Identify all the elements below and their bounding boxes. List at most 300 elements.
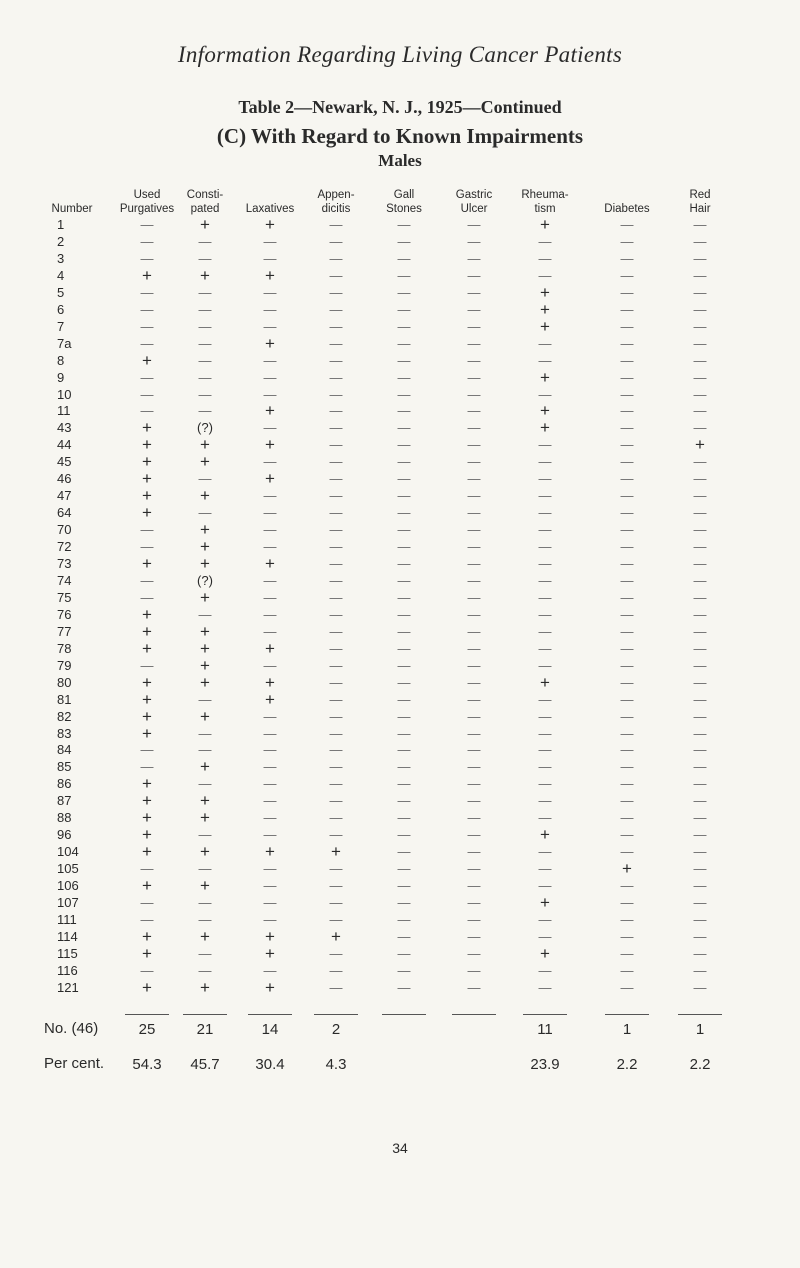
dash-mark: — xyxy=(620,895,634,910)
table-row xyxy=(0,606,800,623)
dash-mark: — xyxy=(329,810,343,826)
dash-mark: — xyxy=(140,962,154,978)
dash-mark: — xyxy=(397,437,411,453)
dash-mark: — xyxy=(693,742,707,758)
table-row xyxy=(0,284,800,301)
plus-mark: + xyxy=(265,689,275,709)
dash-mark: — xyxy=(397,606,411,622)
row-number: 111 xyxy=(57,911,77,927)
dash-mark: — xyxy=(329,657,343,673)
plus-mark: + xyxy=(142,604,152,624)
row-number: 11 xyxy=(57,403,71,419)
dash-mark: — xyxy=(397,657,411,673)
dash-mark: — xyxy=(620,250,634,266)
total-rule xyxy=(605,1014,649,1015)
dash-mark: — xyxy=(693,233,707,249)
plus-mark: + xyxy=(142,876,152,896)
plus-mark: + xyxy=(540,418,550,438)
table-row xyxy=(0,267,800,284)
dash-mark: — xyxy=(263,827,277,843)
dash-mark: — xyxy=(198,369,212,385)
dash-mark: — xyxy=(620,928,634,944)
plus-mark: + xyxy=(540,825,550,845)
dash-mark: — xyxy=(397,301,411,317)
dash-mark: — xyxy=(140,742,154,758)
dash-mark: — xyxy=(467,623,481,639)
dash-mark: — xyxy=(329,895,343,910)
dash-mark: — xyxy=(263,911,277,927)
dash-mark: — xyxy=(693,640,707,656)
dash-mark: — xyxy=(620,945,634,961)
dash-mark: — xyxy=(140,657,154,673)
dash-mark: — xyxy=(397,471,411,487)
dash-mark: — xyxy=(467,556,481,571)
dash-mark: — xyxy=(263,606,277,622)
dash-mark: — xyxy=(263,861,277,877)
dash-mark: — xyxy=(140,522,154,538)
dash-mark: — xyxy=(329,369,343,385)
dash-mark: — xyxy=(620,318,634,334)
dash-mark: — xyxy=(329,217,343,232)
plus-mark: + xyxy=(265,943,275,963)
dash-mark: — xyxy=(693,217,707,232)
plus-mark: + xyxy=(200,621,210,641)
column-header: Used Purgatives xyxy=(119,189,175,215)
dash-mark: — xyxy=(140,284,154,300)
dash-mark: — xyxy=(538,505,552,521)
dash-mark: — xyxy=(620,267,634,283)
column-header: Red Hair xyxy=(689,189,711,215)
dash-mark: — xyxy=(198,386,212,402)
dash-mark: — xyxy=(198,403,212,419)
dash-mark: — xyxy=(693,691,707,707)
dash-mark: — xyxy=(620,776,634,792)
table-row xyxy=(0,911,800,928)
dash-mark: — xyxy=(538,250,552,266)
dash-mark: — xyxy=(538,539,552,555)
plus-mark: + xyxy=(331,842,341,862)
column-header: Laxatives xyxy=(245,203,295,215)
dash-mark: — xyxy=(693,386,707,402)
totals-label: No. (46) xyxy=(44,1020,99,1037)
dash-mark: — xyxy=(693,725,707,741)
dash-mark: — xyxy=(397,725,411,741)
dash-mark: — xyxy=(329,878,343,894)
dash-mark: — xyxy=(467,742,481,758)
dash-mark: — xyxy=(620,911,634,927)
row-number: 1 xyxy=(57,217,65,232)
dash-mark: — xyxy=(693,488,707,504)
dash-mark: — xyxy=(693,454,707,470)
dash-mark: — xyxy=(467,437,481,453)
dash-mark: — xyxy=(263,776,277,792)
table-row xyxy=(0,335,800,352)
dash-mark: — xyxy=(693,945,707,961)
dash-mark: — xyxy=(397,708,411,724)
dash-mark: — xyxy=(329,539,343,555)
dash-mark: — xyxy=(538,861,552,877)
dash-mark: — xyxy=(467,895,481,910)
row-number: 105 xyxy=(57,861,79,877)
dash-mark: — xyxy=(538,522,552,538)
dash-mark: — xyxy=(693,928,707,944)
dash-mark: — xyxy=(467,640,481,656)
dash-mark: — xyxy=(329,793,343,809)
table-row xyxy=(0,572,800,589)
dash-mark: — xyxy=(198,284,212,300)
table-row xyxy=(0,674,800,691)
dash-mark: — xyxy=(329,962,343,978)
table-row xyxy=(0,877,800,894)
dash-mark: — xyxy=(397,318,411,334)
table-row xyxy=(0,521,800,538)
dash-mark: — xyxy=(329,352,343,368)
dash-mark: — xyxy=(467,335,481,351)
table-row xyxy=(0,843,800,860)
dash-mark: — xyxy=(397,979,411,995)
dash-mark: — xyxy=(467,403,481,419)
dash-mark: — xyxy=(263,284,277,300)
plus-mark: + xyxy=(695,435,705,455)
plus-mark: + xyxy=(200,452,210,472)
dash-mark: — xyxy=(693,589,707,605)
dash-mark: — xyxy=(140,217,154,232)
dash-mark: — xyxy=(397,284,411,300)
percent-value: 23.9 xyxy=(530,1056,560,1073)
plus-mark: + xyxy=(200,876,210,896)
row-number: 46 xyxy=(57,471,72,487)
table-row xyxy=(0,691,800,708)
row-number: 84 xyxy=(57,742,72,758)
dash-mark: — xyxy=(329,556,343,571)
dash-mark: — xyxy=(620,725,634,741)
dash-mark: — xyxy=(329,572,343,588)
plus-mark: + xyxy=(200,672,210,692)
dash-mark: — xyxy=(467,606,481,622)
total-rule xyxy=(183,1014,227,1015)
row-number: 83 xyxy=(57,725,72,741)
percent-value: 30.4 xyxy=(255,1056,285,1073)
plus-mark: + xyxy=(622,859,632,879)
table-row xyxy=(0,250,800,267)
dash-mark: — xyxy=(329,589,343,605)
row-number: 116 xyxy=(57,962,78,978)
dash-mark: — xyxy=(538,488,552,504)
dash-mark: — xyxy=(693,759,707,775)
dash-mark: — xyxy=(620,301,634,317)
dash-mark: — xyxy=(693,539,707,555)
plus-mark: + xyxy=(540,672,550,692)
dash-mark: — xyxy=(693,827,707,843)
dash-mark: — xyxy=(620,606,634,622)
table-row xyxy=(0,741,800,758)
plus-mark: + xyxy=(540,893,550,912)
dash-mark: — xyxy=(397,895,411,910)
row-number: 81 xyxy=(57,691,72,707)
dash-mark: — xyxy=(620,640,634,656)
dash-mark: — xyxy=(140,335,154,351)
dash-mark: — xyxy=(263,250,277,266)
dash-mark: — xyxy=(693,284,707,300)
dash-mark: — xyxy=(397,691,411,707)
table-row xyxy=(0,402,800,419)
plus-mark: + xyxy=(540,215,550,234)
dash-mark: — xyxy=(198,318,212,334)
table-row xyxy=(0,623,800,640)
dash-mark: — xyxy=(397,386,411,402)
dash-mark: — xyxy=(397,233,411,249)
row-number: 45 xyxy=(57,454,72,470)
table-row xyxy=(0,775,800,792)
dash-mark: — xyxy=(397,420,411,436)
dash-mark: — xyxy=(467,674,481,690)
dash-mark: — xyxy=(263,386,277,402)
row-number: 3 xyxy=(57,250,65,266)
dash-mark: — xyxy=(693,318,707,334)
total-rule xyxy=(523,1014,567,1015)
table-row xyxy=(0,758,800,775)
row-number: 96 xyxy=(57,827,72,843)
dash-mark: — xyxy=(467,827,481,843)
dash-mark: — xyxy=(693,623,707,639)
dash-mark: — xyxy=(467,810,481,826)
table-row xyxy=(0,318,800,335)
table-row xyxy=(0,725,800,742)
dash-mark: — xyxy=(467,572,481,588)
dash-mark: — xyxy=(140,301,154,317)
plus-mark: + xyxy=(265,977,275,997)
row-number: 9 xyxy=(57,369,65,385)
dash-mark: — xyxy=(329,945,343,961)
row-number: 47 xyxy=(57,488,72,504)
percent-value: 4.3 xyxy=(325,1056,347,1073)
dash-mark: — xyxy=(198,352,212,368)
table-row xyxy=(0,453,800,470)
plus-mark: + xyxy=(142,265,152,285)
table-row xyxy=(0,555,800,572)
table-row xyxy=(0,589,800,606)
dash-mark: — xyxy=(198,742,212,758)
dash-mark: — xyxy=(620,505,634,521)
dash-mark: — xyxy=(263,454,277,470)
dash-mark: — xyxy=(538,623,552,639)
dash-mark: — xyxy=(397,793,411,809)
percent-value: 54.3 xyxy=(132,1056,162,1073)
row-number: 87 xyxy=(57,793,72,809)
row-number: 82 xyxy=(57,708,72,724)
dash-mark: — xyxy=(467,945,481,961)
table-row xyxy=(0,826,800,843)
column-header: Gastric Ulcer xyxy=(455,189,493,215)
dash-mark: — xyxy=(538,725,552,741)
row-number: 107 xyxy=(57,895,79,910)
dash-mark: — xyxy=(620,742,634,758)
dash-mark: — xyxy=(397,861,411,877)
dash-mark: — xyxy=(198,895,212,910)
dash-mark: — xyxy=(467,861,481,877)
dash-mark: — xyxy=(467,318,481,334)
dash-mark: — xyxy=(263,539,277,555)
dash-mark: — xyxy=(329,454,343,470)
row-number: 7a xyxy=(57,335,72,351)
table-row xyxy=(0,809,800,826)
row-number: 43 xyxy=(57,420,72,436)
dash-mark: — xyxy=(620,437,634,453)
dash-mark: — xyxy=(329,233,343,249)
total-rule xyxy=(382,1014,426,1015)
plus-mark: + xyxy=(142,926,152,946)
row-number: 114 xyxy=(57,928,78,944)
dash-mark: — xyxy=(329,335,343,351)
dash-mark: — xyxy=(263,318,277,334)
dash-mark: — xyxy=(263,708,277,724)
dash-mark: — xyxy=(467,979,481,995)
percent-value: 2.2 xyxy=(616,1056,638,1073)
dash-mark: — xyxy=(198,945,212,961)
plus-mark: + xyxy=(200,587,210,607)
dash-mark: — xyxy=(620,539,634,555)
plus-mark: + xyxy=(200,486,210,506)
dash-mark: — xyxy=(620,674,634,690)
plus-mark: + xyxy=(265,215,275,234)
section-title: (C) With Regard to Known Impairments xyxy=(216,124,584,148)
dash-mark: — xyxy=(397,844,411,860)
row-number: 10 xyxy=(57,386,72,402)
row-number: 86 xyxy=(57,776,72,792)
dash-mark: — xyxy=(620,420,634,436)
table-row xyxy=(0,233,800,250)
dash-mark: — xyxy=(140,911,154,927)
dash-mark: — xyxy=(467,708,481,724)
dash-mark: — xyxy=(467,793,481,809)
dash-mark: — xyxy=(263,962,277,978)
row-number: 85 xyxy=(57,759,72,775)
plus-mark: + xyxy=(265,401,275,421)
dash-mark: — xyxy=(467,284,481,300)
row-number: 2 xyxy=(57,233,65,249)
dash-mark: — xyxy=(620,810,634,826)
dash-mark: — xyxy=(538,352,552,368)
dash-mark: — xyxy=(198,505,212,521)
dash-mark: — xyxy=(620,233,634,249)
plus-mark: + xyxy=(200,791,210,811)
dash-mark: — xyxy=(329,708,343,724)
dash-mark: — xyxy=(329,437,343,453)
row-number: 73 xyxy=(57,556,72,571)
dash-mark: — xyxy=(397,403,411,419)
plus-mark: + xyxy=(265,469,275,489)
plus-mark: + xyxy=(142,842,152,862)
dash-mark: — xyxy=(329,623,343,639)
dash-mark: — xyxy=(538,335,552,351)
row-number: 6 xyxy=(57,301,65,317)
dash-mark: — xyxy=(467,250,481,266)
dash-mark: — xyxy=(620,284,634,300)
dash-mark: — xyxy=(329,759,343,775)
dash-mark: — xyxy=(140,861,154,877)
plus-mark: + xyxy=(142,977,152,997)
table-row xyxy=(0,860,800,877)
dash-mark: — xyxy=(263,793,277,809)
column-header: Rheuma- tism xyxy=(521,189,569,215)
dash-mark: — xyxy=(263,488,277,504)
plus-mark: + xyxy=(142,638,152,658)
dash-mark: — xyxy=(140,539,154,555)
row-number: 7 xyxy=(57,318,65,334)
dash-mark: — xyxy=(263,352,277,368)
dash-mark: — xyxy=(140,318,154,334)
dash-mark: — xyxy=(693,844,707,860)
percent-value: 2.2 xyxy=(689,1056,711,1073)
dash-mark: — xyxy=(140,250,154,266)
plus-mark: + xyxy=(142,689,152,709)
dash-mark: — xyxy=(693,522,707,538)
dash-mark: — xyxy=(140,233,154,249)
plus-mark: + xyxy=(200,842,210,862)
plus-mark: + xyxy=(142,825,152,845)
total-rule xyxy=(314,1014,358,1015)
row-number: 8 xyxy=(57,352,65,368)
table-row xyxy=(0,369,800,386)
table-row xyxy=(0,352,800,369)
table-row xyxy=(0,657,800,674)
dash-mark: — xyxy=(397,827,411,843)
dash-mark: — xyxy=(329,488,343,504)
row-number: 76 xyxy=(57,606,72,622)
dash-mark: — xyxy=(538,471,552,487)
dash-mark: — xyxy=(397,522,411,538)
total-rule xyxy=(452,1014,496,1015)
dash-mark: — xyxy=(329,471,343,487)
dash-mark: — xyxy=(693,793,707,809)
plus-mark: + xyxy=(142,706,152,726)
dash-mark: — xyxy=(620,352,634,368)
dash-mark: — xyxy=(397,911,411,927)
dash-mark: — xyxy=(263,759,277,775)
table-row xyxy=(0,301,800,318)
plus-mark: + xyxy=(331,926,341,946)
dash-mark: — xyxy=(329,267,343,283)
dash-mark: — xyxy=(538,267,552,283)
dash-mark: — xyxy=(397,623,411,639)
plus-mark: + xyxy=(265,435,275,455)
dash-mark: — xyxy=(263,505,277,521)
dash-mark: — xyxy=(397,572,411,588)
dash-mark: — xyxy=(693,572,707,588)
dash-mark: — xyxy=(693,369,707,385)
dash-mark: — xyxy=(397,674,411,690)
dash-mark: — xyxy=(198,827,212,843)
dash-mark: — xyxy=(693,895,707,910)
dash-mark: — xyxy=(467,911,481,927)
plus-mark: + xyxy=(200,706,210,726)
dash-mark: — xyxy=(467,369,481,385)
dash-mark: — xyxy=(693,335,707,351)
dash-mark: — xyxy=(693,301,707,317)
dash-mark: — xyxy=(467,233,481,249)
dash-mark: — xyxy=(198,691,212,707)
row-number: 74 xyxy=(57,572,72,588)
dash-mark: — xyxy=(693,606,707,622)
plus-mark: + xyxy=(200,757,210,777)
page-number: 34 xyxy=(392,1140,408,1156)
dash-mark: — xyxy=(467,878,481,894)
plus-mark: + xyxy=(265,333,275,353)
dash-mark: — xyxy=(397,776,411,792)
dash-mark: — xyxy=(329,250,343,266)
dash-mark: — xyxy=(467,589,481,605)
dash-mark: — xyxy=(397,945,411,961)
